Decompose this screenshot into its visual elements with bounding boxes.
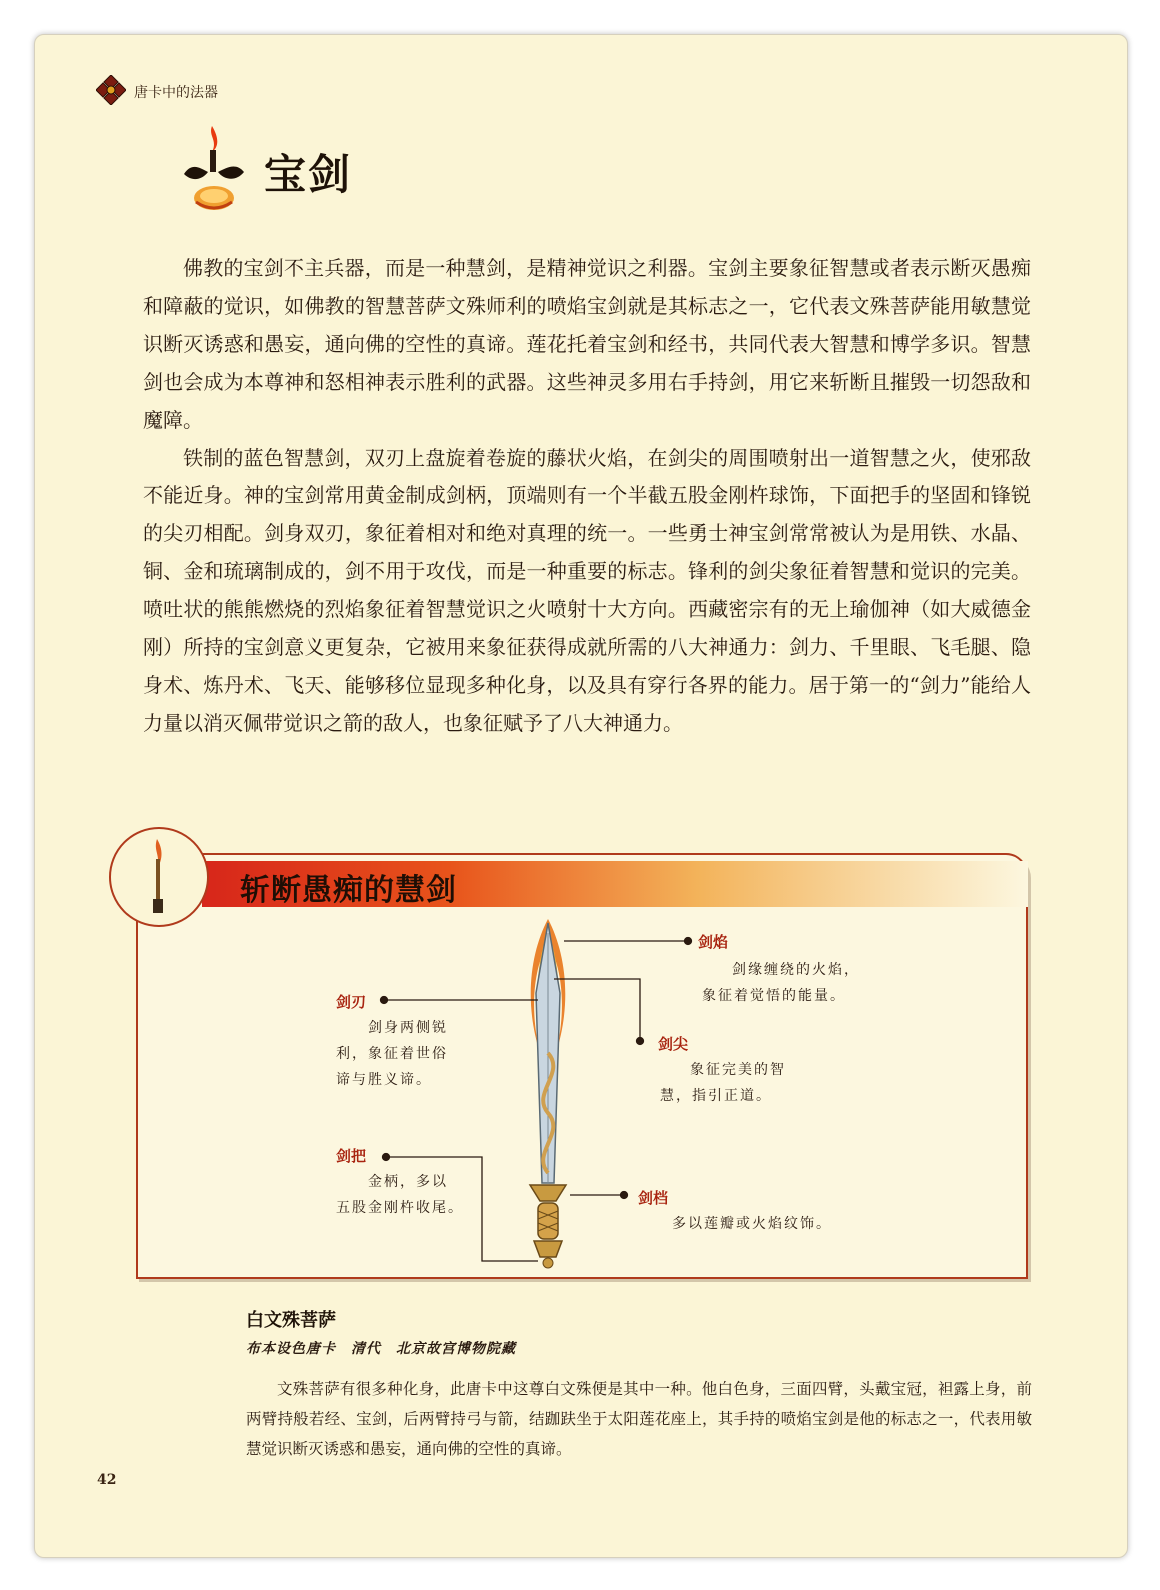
part-label-guard: 剑档	[638, 1189, 669, 1207]
body-text	[143, 250, 1031, 743]
page-number: 42	[97, 1472, 117, 1488]
caption-subtitle: 布本设色唐卡 清代 北京故宫博物院藏	[246, 1341, 516, 1357]
part-desc-guard: 多以莲瓣或火焰纹饰。	[672, 1216, 832, 1232]
section-title	[178, 122, 352, 222]
page-title: 宝剑	[264, 150, 353, 199]
diagram-title: 斩断愚痴的慧剑	[240, 873, 457, 908]
paragraph: 铁制的蓝色智慧剑，双刃上盘旋着卷旋的藤状火焰，在剑尖的周围喷射出一道智慧之火，使邪敌不能近身。神的宝剑常用黄金制成剑柄，顶端则有一个半截五股金刚杵球饰，下面把手的坚固和锋锐的尖刃相配。剑身双刃，象征着相对和绝对真理的统一。一些勇士神宝剑常常被认为是用铁、水晶、铜、金和琉璃制成的，剑不用于攻伐，而是一种重要的标志。锋利的剑尖象征着智慧和觉识的完美。喷吐状的熊熊燃烧的烈焰象征着智慧觉识之火喷射十大方向。西藏密宗有的无上瑜伽神（如大威德金刚）所持的宝剑意义更复杂，它被用来象征获得成就所需的八大神通力：剑力、千里眼、飞毛腿、隐身术、炼丹术、飞天、能够移位显现多种化身，以及具有穿行各界的能力。居于第一的“剑力”能给人力量以消灭佩带觉识之箭的敌人，也象征赋予了八大神通力。	[143, 445, 1031, 735]
part-desc-hilt: 金柄，多以 五股金刚杵收尾。	[336, 1174, 464, 1216]
paragraph: 佛教的宝剑不主兵器，而是一种慧剑，是精神觉识之利器。宝剑主要象征智慧或者表示断灭愚痴和障蔽的觉识，如佛教的智慧菩萨文殊师利的喷焰宝剑就是其标志之一，它代表文殊菩萨能用敏慧觉识断灭诱惑和愚妄，通向佛的空性的真谛。莲花托着宝剑和经书，共同代表大智慧和博学多识。智慧剑也会成为本尊神和怒相神表示胜利的武器。这些神灵多用右手持剑，用它来斩断且摧毁一切怨敌和魔障。	[143, 256, 1031, 432]
running-header	[96, 78, 218, 106]
part-desc-flame: 剑缘缠绕的火焰， 象征着觉悟的能量。	[702, 962, 860, 1004]
part-label-flame: 剑焰	[698, 933, 729, 951]
part-desc-edge: 剑身两侧锐 利，象征着世俗 谛与胜义谛。	[336, 1020, 448, 1088]
sword-illustration	[136, 853, 1028, 1279]
flaming-lotus-icon	[178, 122, 250, 222]
caption-title: 白文殊菩萨	[246, 1310, 336, 1331]
part-desc-tip: 象征完美的智 慧，指引正道。	[660, 1062, 786, 1104]
part-label-tip: 剑尖	[658, 1035, 689, 1053]
header-label: 唐卡中的法器	[134, 85, 218, 101]
endless-knot-icon	[96, 75, 126, 109]
caption-body: 文殊菩萨有很多种化身，此唐卡中这尊白文殊便是其中一种。他白色身，三面四臂，头戴宝冠，袒露上身，前两臂持般若经、宝剑，后两臂持弓与箭，结跏趺坐于太阳莲花座上，其手持的喷焰宝剑是他的标志之一，代表用敏慧觉识断灭诱惑和愚妄，通向佛的空性的真谛。	[246, 1380, 1032, 1458]
part-label-edge: 剑刃	[336, 993, 367, 1011]
part-label-hilt: 剑把	[336, 1147, 367, 1165]
sword-diagram	[136, 853, 1028, 1279]
